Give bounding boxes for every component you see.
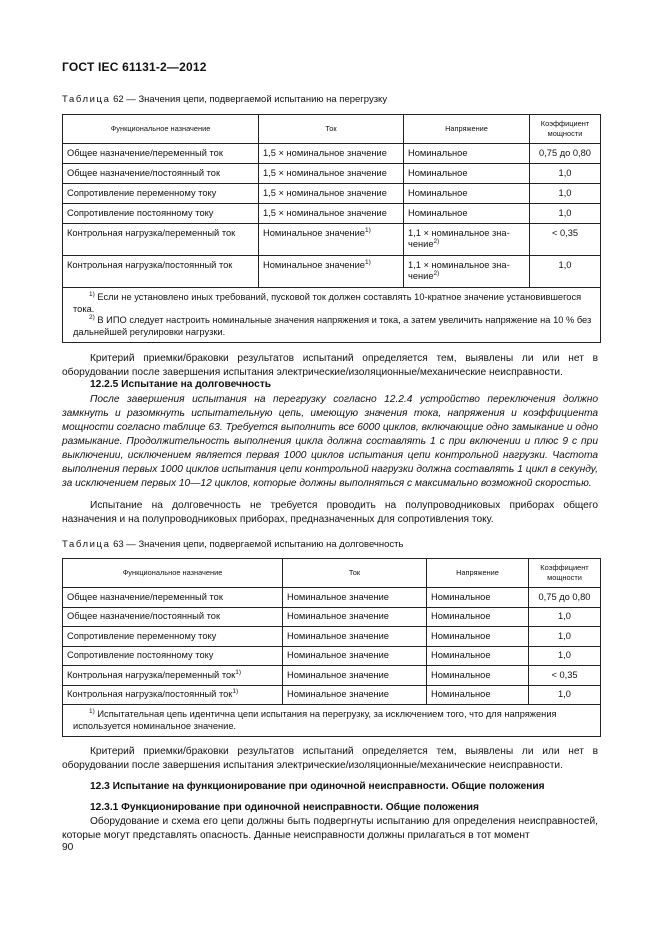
header-function: Функциональное назначение xyxy=(63,559,283,588)
cell-current: 1,5 × номинальное значение xyxy=(259,204,404,224)
header-power-factor: Коэффициент мощности xyxy=(530,115,601,144)
table-63-notes xyxy=(63,705,601,737)
cell-voltage xyxy=(404,256,530,288)
paragraph-endurance-exemption xyxy=(62,499,598,527)
cell-power-factor: 0,75 до 0,80 xyxy=(530,144,601,164)
footnote-mark: 1) xyxy=(232,688,239,696)
cell-function-text: Сопротивление переменному току xyxy=(67,630,217,641)
cell-voltage: Номинальное xyxy=(404,164,530,184)
table-62-caption xyxy=(62,94,387,105)
table-row xyxy=(63,685,601,705)
table-63-notes-row xyxy=(63,705,601,737)
cell-function: Контрольная нагрузка/постоянный ток xyxy=(63,256,259,288)
cell-voltage-text: 1,1 × номинальное зна-чение xyxy=(408,260,510,281)
table-note xyxy=(73,292,594,315)
table-row xyxy=(63,666,601,686)
paragraph-endurance-procedure xyxy=(62,393,598,491)
cell-current xyxy=(259,224,404,256)
cell-current: 1,5 × номинальное значение xyxy=(259,184,404,204)
cell-function-text: Контрольная нагрузка/переменный ток xyxy=(67,669,236,680)
cell-function-text: Общее назначение/переменный ток xyxy=(67,591,223,602)
cell-function xyxy=(63,588,283,608)
cell-power-factor: 1,0 xyxy=(530,204,601,224)
cell-function: Сопротивление переменному току xyxy=(63,184,259,204)
table-row xyxy=(63,144,601,164)
table-62-caption-text: 62 — Значения цепи, подвергаемой испытанию на перегрузку xyxy=(110,94,388,105)
paragraph-text: Критерий приемки/браковки результатов испытаний определяется тем, выявлены ли или нет в оборудовании после завершения испытания электрические/изоляционные/механические неисправности. xyxy=(62,746,598,771)
table-row xyxy=(63,646,601,666)
footnote-mark: 2) xyxy=(89,313,95,321)
paragraph-text: После завершения испытания на перегрузку согласно 12.2.4 устройство переключения должно замкнуть и разомкнуть испытательную цепь, имеющую значения тока, напряжения и коэффициента мощности согласно таблице 63. Требуется выполнить все 6000 циклов, включающие одно замыкание и одно размыкание. Продолжительность выполнения цикла должна составлять 1 с при включении и плюс 9 с при выключении, исключением является первая 1000 циклов испытания цепи контрольной нагрузки. Частота выполнения первых 1000 циклов испытания цепи контрольной нагрузки должна составлять 1 цикл в секунду, за исключением первых 10—12 циклов, которые должны выполняться с максимально возможной скоростью. xyxy=(62,394,598,489)
cell-function xyxy=(63,666,283,686)
table-note-text: В ИПО следует настроить номинальные значения напряжения и тока, а затем увеличить напряжение на 10 % без дальнейшей регулировки нагрузки. xyxy=(73,315,592,337)
table-row xyxy=(63,588,601,608)
cell-current: 1,5 × номинальное значение xyxy=(259,144,404,164)
table-row xyxy=(63,204,601,224)
cell-current: Номинальное значение xyxy=(283,627,427,647)
table-63-caption-prefix: Таблица xyxy=(62,539,111,550)
footnote-mark: 1) xyxy=(364,226,371,234)
footnote-mark: 1) xyxy=(364,258,371,266)
table-63-caption xyxy=(62,539,403,550)
cell-voltage: Номинальное xyxy=(404,204,530,224)
cell-voltage: Номинальное xyxy=(427,607,529,627)
cell-power-factor: 1,0 xyxy=(530,256,601,288)
header-voltage: Напряжение xyxy=(427,559,529,588)
cell-function-text: Общее назначение/постоянный ток xyxy=(67,611,221,622)
header-power-factor: Коэффициент мощности xyxy=(529,559,601,588)
paragraph-text: Критерий приемки/браковки результатов испытаний определяется тем, выявлены ли или нет в оборудовании после завершения испытания электрические/изоляционные/механические неисправности. xyxy=(62,353,598,378)
cell-voltage: Номинальное xyxy=(404,144,530,164)
cell-power-factor: 1,0 xyxy=(529,627,601,647)
section-heading-12-3-1: 12.3.1 Функционирование при одиночной неисправности. Общие положения xyxy=(90,802,479,813)
cell-voltage: Номинальное xyxy=(427,627,529,647)
cell-current: Номинальное значение xyxy=(283,607,427,627)
section-heading-12-3: 12.3 Испытание на функционирование при одиночной неисправности. Общие положения xyxy=(90,781,545,792)
cell-power-factor: 1,0 xyxy=(529,607,601,627)
cell-voltage: Номинальное xyxy=(427,666,529,686)
cell-power-factor: 1,0 xyxy=(529,685,601,705)
cell-function xyxy=(63,685,283,705)
table-62-notes xyxy=(63,288,601,343)
table-62 xyxy=(62,114,601,343)
cell-voltage: Номинальное xyxy=(427,685,529,705)
header-current: Ток xyxy=(283,559,427,588)
cell-power-factor: 1,0 xyxy=(530,184,601,204)
cell-current: Номинальное значение xyxy=(283,666,427,686)
section-heading-12-2-5: 12.2.5 Испытание на долговечность xyxy=(90,379,272,390)
cell-voltage-text: 1,1 × номинальное зна-чение xyxy=(408,228,510,249)
cell-function: Общее назначение/постоянный ток xyxy=(63,164,259,184)
table-63-caption-text: 63 — Значения цепи, подвергаемой испытанию на долговечность xyxy=(110,539,404,550)
footnote-mark: 1) xyxy=(89,290,95,298)
page-number: 90 xyxy=(62,842,74,853)
header-voltage: Напряжение xyxy=(404,115,530,144)
cell-power-factor: 1,0 xyxy=(530,164,601,184)
table-62-header-row xyxy=(63,115,601,144)
cell-power-factor: 0,75 до 0,80 xyxy=(529,588,601,608)
table-63-header-row xyxy=(63,559,601,588)
table-row xyxy=(63,607,601,627)
cell-power-factor: < 0,35 xyxy=(530,224,601,256)
footnote-mark: 1) xyxy=(89,707,95,715)
cell-function xyxy=(63,607,283,627)
table-note-text: Если не установлено иных требований, пусковой ток должен составлять 10-кратное значение установившегося тока. xyxy=(73,292,582,314)
paragraph-acceptance-2 xyxy=(62,745,598,773)
header-current: Ток xyxy=(259,115,404,144)
table-row xyxy=(63,256,601,288)
table-row xyxy=(63,627,601,647)
cell-current: Номинальное значение xyxy=(283,646,427,666)
cell-current xyxy=(259,256,404,288)
cell-function: Контрольная нагрузка/переменный ток xyxy=(63,224,259,256)
cell-function-text: Сопротивление постоянному току xyxy=(67,650,214,661)
paragraph-single-fault xyxy=(62,815,598,843)
cell-function: Общее назначение/переменный ток xyxy=(63,144,259,164)
footnote-mark: 1) xyxy=(235,668,242,676)
table-63 xyxy=(62,558,601,737)
paragraph-text: Оборудование и схема его цепи должны быть подвергнуты испытанию для определения неисправностей, которые могут представлять опасность. Данные неисправности должны прилагаться в тот момент xyxy=(62,816,598,841)
table-62-notes-row xyxy=(63,288,601,343)
cell-voltage xyxy=(404,224,530,256)
header-function: Функциональное назначение xyxy=(63,115,259,144)
cell-function xyxy=(63,627,283,647)
cell-function: Сопротивление постоянному току xyxy=(63,204,259,224)
table-62-caption-prefix: Таблица xyxy=(62,94,111,105)
table-note xyxy=(73,709,594,732)
document-header: ГОСТ IEC 61131-2—2012 xyxy=(62,60,207,74)
cell-function-text: Контрольная нагрузка/постоянный ток xyxy=(67,689,233,700)
cell-current-text: Номинальное значение xyxy=(263,228,365,238)
cell-current: Номинальное значение xyxy=(283,588,427,608)
cell-current: 1,5 × номинальное значение xyxy=(259,164,404,184)
cell-voltage: Номинальное xyxy=(427,588,529,608)
paragraph-acceptance-1 xyxy=(62,352,598,380)
cell-current-text: Номинальное значение xyxy=(263,260,365,270)
cell-voltage: Номинальное xyxy=(404,184,530,204)
footnote-mark: 2) xyxy=(433,269,440,277)
footnote-mark: 2) xyxy=(433,237,440,245)
table-row xyxy=(63,224,601,256)
table-note xyxy=(73,315,594,338)
cell-voltage: Номинальное xyxy=(427,646,529,666)
cell-power-factor: < 0,35 xyxy=(529,666,601,686)
cell-current: Номинальное значение xyxy=(283,685,427,705)
cell-power-factor: 1,0 xyxy=(529,646,601,666)
table-row xyxy=(63,184,601,204)
cell-function xyxy=(63,646,283,666)
table-note-text: Испытательная цепь идентична цепи испытания на перегрузку, за исключением того, что для напряжения используется номинальное значение. xyxy=(73,709,557,731)
table-row xyxy=(63,164,601,184)
paragraph-text: Испытание на долговечность не требуется проводить на полупроводниковых приборах общего назначения и на полупроводниковых приборах, предназначенных для сопротивления току. xyxy=(62,500,598,525)
